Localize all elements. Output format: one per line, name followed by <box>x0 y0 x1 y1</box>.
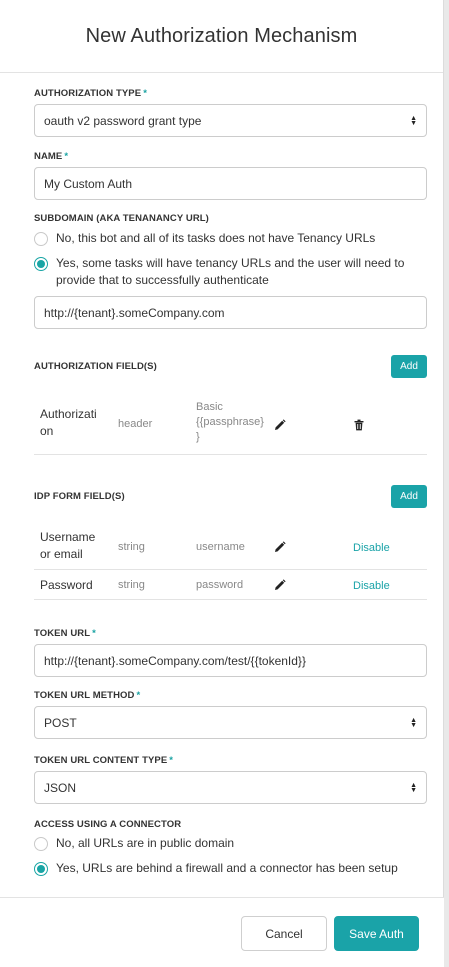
idp-field-type: string <box>118 579 145 591</box>
authorization-type-select[interactable] <box>34 104 427 137</box>
token-url-method-label <box>34 690 140 701</box>
idp-field-name <box>40 529 95 563</box>
idp-field-type: string <box>118 541 145 553</box>
required-marker: * <box>92 628 96 639</box>
subdomain-option-yes-line1: Yes, some tasks will have tenancy URLs and the user will need to <box>56 256 405 270</box>
authorization-type-label <box>34 88 147 99</box>
auth-field-value <box>196 400 264 445</box>
token-url-label <box>34 628 96 639</box>
subdomain-option-yes-line2: provide that to successfully authenticate <box>56 273 269 287</box>
authorization-type-label-text: AUTHORIZATION TYPE <box>34 88 142 99</box>
pencil-icon[interactable] <box>274 541 286 553</box>
table-row <box>34 390 427 455</box>
radio-button[interactable] <box>34 837 48 851</box>
add-authorization-field-button[interactable]: Add <box>391 355 427 378</box>
disable-link[interactable]: Disable <box>353 580 390 592</box>
auth-field-value-line2: {{passphrase} <box>196 416 264 428</box>
required-marker: * <box>169 755 174 766</box>
idp-fields-label: IDP FORM FIELD(S) <box>34 491 125 502</box>
name-label <box>34 151 68 162</box>
save-auth-button[interactable]: Save Auth <box>334 916 419 951</box>
radio-button-selected[interactable] <box>34 257 48 271</box>
auth-field-value-line3: } <box>196 431 200 443</box>
radio-button[interactable] <box>34 232 48 246</box>
cancel-button[interactable]: Cancel <box>241 916 327 951</box>
select-arrows-icon: ▲ ▼ <box>410 716 417 729</box>
select-arrows-icon: ▲ ▼ <box>410 114 417 127</box>
add-idp-field-button[interactable]: Add <box>391 485 427 508</box>
auth-field-location: header <box>118 418 153 430</box>
disable-link[interactable]: Disable <box>353 542 390 554</box>
connector-option-yes-label: Yes, URLs are behind a firewall and a connector has been setup <box>56 861 398 875</box>
connector-option-no[interactable] <box>34 835 234 852</box>
token-url-label-text: TOKEN URL <box>34 628 91 639</box>
table-row <box>34 570 427 600</box>
required-marker: * <box>136 690 141 701</box>
tenancy-url-input[interactable] <box>34 296 427 329</box>
name-input[interactable] <box>34 167 427 200</box>
subdomain-option-no[interactable] <box>34 230 375 247</box>
pencil-icon[interactable] <box>274 579 286 591</box>
trash-icon[interactable] <box>353 419 365 431</box>
name-label-text: NAME <box>34 151 63 162</box>
modal-title: New Authorization Mechanism <box>85 24 358 47</box>
tenancy-url-value: http://{tenant}.someCompany.com <box>44 305 225 320</box>
modal-header <box>0 0 443 73</box>
auth-field-value-line1: Basic <box>196 401 223 413</box>
radio-button-selected[interactable] <box>34 862 48 876</box>
connector-option-no-label: No, all URLs are in public domain <box>56 836 235 850</box>
token-url-method-label-text: TOKEN URL METHOD <box>34 690 135 701</box>
auth-field-name <box>40 406 97 440</box>
token-url-method-value: POST <box>44 715 77 730</box>
token-content-type-label-text: TOKEN URL CONTENT TYPE <box>34 755 168 766</box>
connector-option-yes[interactable] <box>34 860 398 877</box>
idp-field-key: password <box>196 579 244 591</box>
required-marker: * <box>143 88 147 99</box>
token-url-method-select[interactable] <box>34 706 427 739</box>
idp-field-name-line2: or email <box>40 547 83 561</box>
token-url-input[interactable] <box>34 644 427 677</box>
subdomain-label: SUBDOMAIN (AKA TENANANCY URL) <box>34 213 209 224</box>
subdomain-option-yes-label <box>56 255 404 289</box>
pencil-icon[interactable] <box>274 419 286 431</box>
connector-label: ACCESS USING A CONNECTOR <box>34 819 182 830</box>
idp-field-name-line1: Username <box>40 530 96 544</box>
modal-footer <box>0 897 444 967</box>
token-url-value: http://{tenant}.someCompany.com/test/{{tokenId}} <box>44 653 306 668</box>
name-value: My Custom Auth <box>44 176 133 191</box>
auth-field-name-line2: on <box>40 424 54 438</box>
idp-field-name: Password <box>40 578 93 592</box>
auth-field-name-line1: Authorizati <box>40 407 97 421</box>
select-arrows-icon: ▲ ▼ <box>410 781 417 794</box>
idp-field-key: username <box>196 541 245 553</box>
required-marker: * <box>64 151 69 162</box>
subdomain-option-yes[interactable] <box>34 255 404 289</box>
authorization-type-value: oauth v2 password grant type <box>44 113 202 128</box>
token-content-type-select[interactable] <box>34 771 427 804</box>
token-content-type-label <box>34 755 173 766</box>
table-row <box>34 520 427 570</box>
token-content-type-value: JSON <box>44 780 77 795</box>
subdomain-option-no-label: No, this bot and all of its tasks does not have Tenancy URLs <box>56 231 376 245</box>
authorization-fields-label: AUTHORIZATION FIELD(S) <box>34 361 157 372</box>
